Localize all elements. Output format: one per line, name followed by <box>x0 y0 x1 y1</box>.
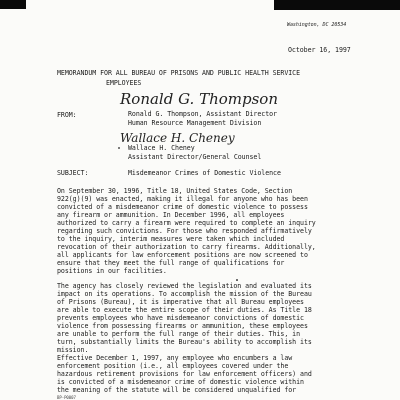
from-title: Human Resource Management Division <box>128 119 262 127</box>
footer-note: BP-P0007 <box>57 395 76 400</box>
redaction-bar <box>0 0 26 9</box>
from-signature: Ronald G. Thompson <box>120 90 278 108</box>
redaction-bar <box>274 0 400 10</box>
scan-speck <box>236 279 238 281</box>
body-paragraph-2: The agency has closely reviewed the legislation and evaluated its impact on its operations. To accomplish the mission of the Bureau of Prisons (Bureau), it is imperative that all Bureau employees are able to execute the entire scope of their duties. As Title 18 prevents employees who have misdemeanor convictions of domestic violence from possessing firearms or ammunition, these employees are unable to perform the full range of their duties. This, in turn, substantially limits the Bureau's ability to accomplish its mission. <box>57 282 312 354</box>
memo-heading: MEMORANDUM FOR ALL BUREAU OF PRISONS AND PUBLIC HEALTH SERVICE <box>57 69 301 77</box>
memo-date: October 16, 1997 <box>288 46 351 54</box>
scan-speck <box>118 147 120 149</box>
from-label: FROM: <box>57 111 77 119</box>
body-paragraph-3: Effective December 1, 1997, any employee who encumbers a law enforcement position (i.e., all employees covered under the hazardous retirement provisions for law enforcement officers) and is convicted of a misdemeanor crime of domestic violence within the meaning of the statute will be considered unqualified for <box>57 354 312 394</box>
second-name: Wallace H. Cheney <box>128 144 195 152</box>
letterhead-location: Washington, DC 20534 <box>287 22 347 28</box>
memo-heading-continued: EMPLOYEES <box>106 79 142 87</box>
body-paragraph-1: On September 30, 1996, Title 18, United States Code, Section 922(g)(9) was enacted, making it illegal for anyone who has been convicted of a misdemeanor crime of domestic violence to possess any firearm or ammunition. In December 1996, all employees authorized to carry a firearm were required to complete an inquiry regarding such convictions. For those who responded affirmatively to the inquiry, interim measures were taken which included revocation of their authorization to carry firearms. Additionally, all applicants for law enforcement positions are now screened to ensure that they meet the full range of qualifications for positions in our facilities. <box>57 187 316 275</box>
second-title: Assistant Director/General Counsel <box>128 153 262 161</box>
from-name: Ronald G. Thompson, Assistant Director <box>128 110 277 118</box>
second-signature: Wallace H. Cheney <box>120 131 235 145</box>
subject-label: SUBJECT: <box>57 169 89 177</box>
subject-text: Misdemeanor Crimes of Domestic Violence <box>128 169 281 177</box>
